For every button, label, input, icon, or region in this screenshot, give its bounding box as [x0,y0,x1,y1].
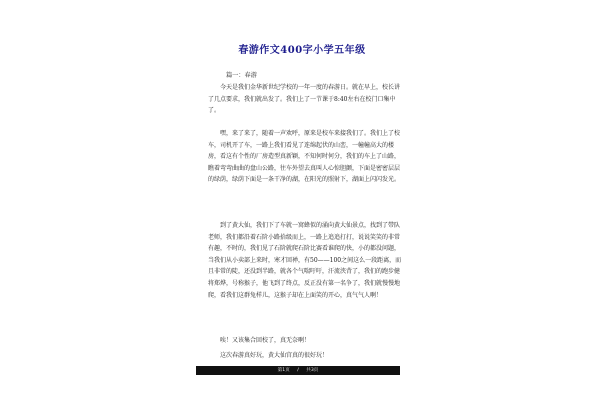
paragraph-2: 嘿，来了来了，随着一声欢呼，原来是校车来接我们了。我们上了校车，司机开了车，一路上我们看见了连绵起伏的山峦，一幢幢高大的楼房，看这有个性的厂房造型真新颖，不知何时何分，我们的车上了山路，瞧着弯弯曲曲的盘山公路，往车外望去真叫人心惊胆颤，下面是密密层层的绿荫，绿荫下面是一条干净的湖，在阳光的照射下，湖面上闪闪发光。 [208,130,401,184]
document-title: 春游作文400字小学五年级 [238,45,366,56]
paragraph-5: 这次春游真好玩，黄大仙宫真的很好玩！ [220,352,329,359]
total-pages-label: 共3页 [306,368,319,373]
paragraph-1: 今天是我们金华新世纪学校的一年一度的春游日。就在早上，校长讲了几点要求，我们就出发了。我们上了一节课于8:40左右在校门口集中了。 [208,84,401,115]
section-heading: 篇一：春游 [226,72,257,79]
page-separator: / [297,368,299,373]
page-footer-bar [196,366,400,375]
paragraph-4: 唉！又该集合回校了，真无奈啊！ [220,337,311,344]
paragraph-3: 到了黄大仙，我们下了车就一窝蜂似的涌向黄大仙景点，找到了带队老师，我们都沿着石阶小路拾级而上，一路上追追打打，说说笑笑的非常有趣，不时的，我们见了石阶就爬石阶比赛看谁爬的快，小的都没问题，当我们从小卖部上来时，寒才回禅，有50——100之间这么一段距离，而且非常的陡，还没到半路，就各个气喘吁吁，汗流浃背了，我们的跑步健将郑烨，号称猴子，他飞到了终点，反正没有第一名争了，我们就慢慢地爬，看我们这群兔样儿，这猴子却在上面笑的开心，真气气人啊！ [208,222,402,299]
current-page-label: 第1页 [277,368,290,373]
document-page [196,0,408,400]
